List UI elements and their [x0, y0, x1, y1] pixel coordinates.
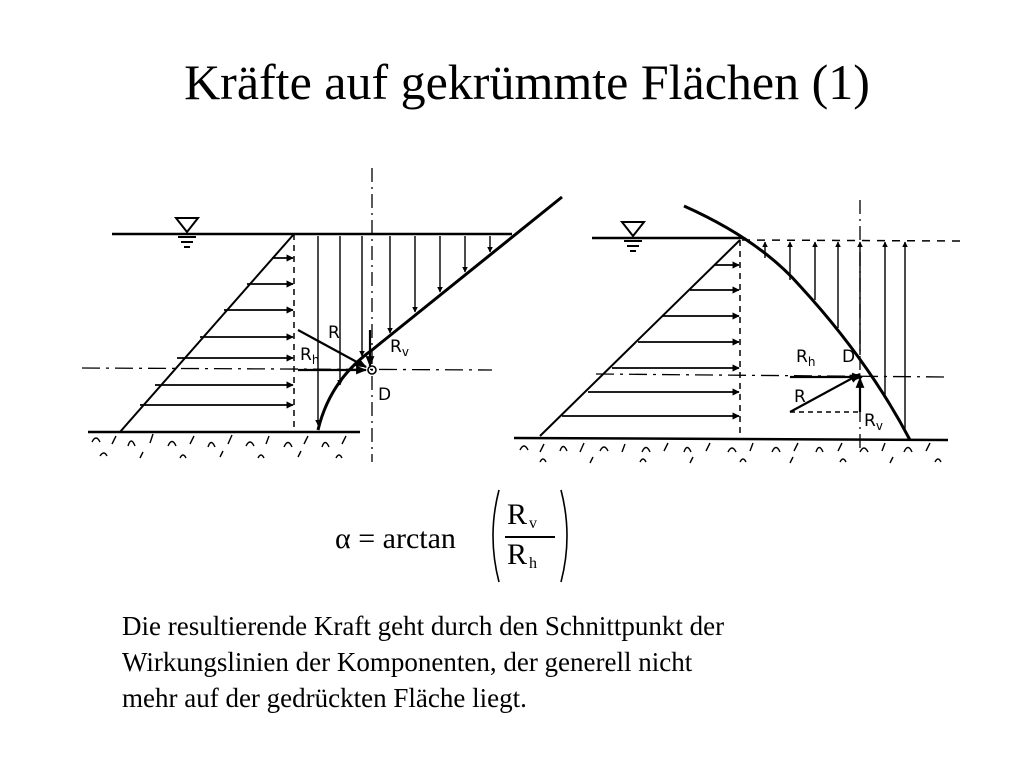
right-pressure-diagram — [514, 200, 960, 463]
label-point-d-right: D — [842, 347, 856, 367]
formula-numerator: R $_v$ — [507, 498, 538, 532]
ground-hatching-left — [88, 432, 360, 458]
horizontal-pressure-triangle-left — [120, 234, 294, 432]
slide-title: Kräfte auf gekrümmte Flächen (1) — [184, 54, 870, 110]
description-line: Die resultierende Kraft geht durch den Schnittpunkt der — [122, 611, 725, 641]
formula-lhs: α = arctan — [335, 522, 456, 555]
label-horizontal-right: $R_h$ — [796, 347, 816, 369]
description-text — [122, 608, 922, 716]
horizontal-pressure-arrows-right — [562, 265, 739, 416]
label-resultant-right: R — [794, 387, 806, 407]
label-vertical-right: $R_v$ — [864, 411, 883, 433]
horizontal-pressure-triangle-right — [540, 240, 740, 436]
ground-hatching-right — [514, 438, 948, 463]
description-line: mehr auf der gedrückten Fläche liegt. — [122, 683, 527, 713]
right-labels — [794, 347, 883, 433]
label-point-d-left: D — [378, 385, 392, 405]
alpha-formula — [335, 488, 595, 584]
vertical-pressure-arrows-left — [318, 236, 490, 425]
formula-left-paren — [485, 488, 501, 584]
curved-surface-left — [318, 197, 562, 430]
formula-right-paren — [559, 488, 575, 584]
formula-denominator: R $_h$ — [507, 538, 538, 572]
centroid-line-horizontal-left — [82, 368, 492, 370]
left-pressure-diagram — [82, 168, 562, 462]
centroid-line-horizontal-right — [596, 374, 945, 377]
label-resultant-left: R — [328, 323, 340, 343]
water-level-symbol-right — [622, 222, 644, 251]
label-horizontal-left: $R_h$ — [300, 345, 320, 367]
water-surface-extension-right — [742, 240, 960, 241]
label-vertical-left: $R_v$ — [390, 337, 409, 359]
description-line: Wirkungslinien der Komponenten, der generell nicht — [122, 647, 693, 677]
water-level-symbol-left — [176, 218, 198, 247]
